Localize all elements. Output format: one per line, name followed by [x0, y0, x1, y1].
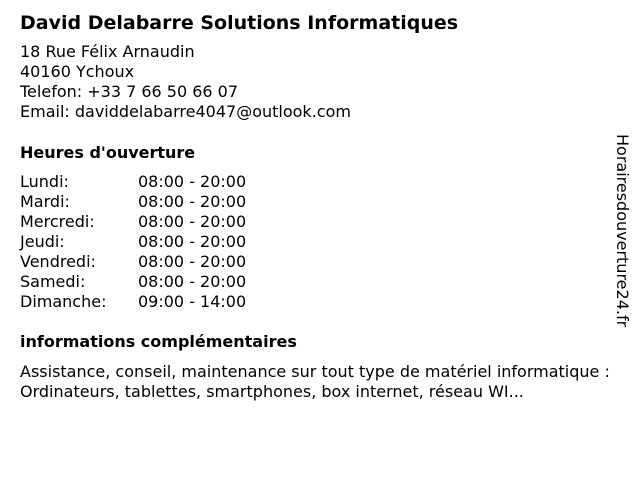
time-range: 09:00 - 14:00: [138, 292, 247, 311]
day-label: Lundi:: [20, 172, 69, 191]
hours-row-sunday: [20, 292, 620, 312]
day-label: Samedi:: [20, 272, 86, 291]
time-range: 08:00 - 20:00: [138, 192, 247, 211]
additional-info-title: informations complémentaires: [20, 332, 297, 351]
time-range: 08:00 - 20:00: [138, 272, 247, 291]
hours-row-saturday: [20, 272, 620, 292]
time-range: 08:00 - 20:00: [138, 232, 247, 251]
address-street: 18 Rue Félix Arnaudin: [20, 42, 195, 61]
opening-hours-title: Heures d'ouverture: [20, 143, 196, 162]
opening-hours-list: [20, 172, 620, 312]
time-range: 08:00 - 20:00: [138, 172, 247, 191]
time-range: 08:00 - 20:00: [138, 212, 247, 231]
hours-row-wednesday: [20, 212, 620, 232]
day-label: Mercredi:: [20, 212, 95, 231]
hours-row-thursday: [20, 232, 620, 252]
time-range: 08:00 - 20:00: [138, 252, 247, 271]
address-city: 40160 Ychoux: [20, 62, 135, 81]
hours-row-friday: [20, 252, 620, 272]
business-card: [20, 10, 620, 402]
email-address: Email: daviddelabarre4047@outlook.com: [20, 102, 351, 121]
day-label: Vendredi:: [20, 252, 96, 271]
business-name: David Delabarre Solutions Informatiques: [20, 12, 459, 34]
site-watermark: Horairesdouverture24.fr: [613, 134, 632, 328]
additional-info-text: Assistance, conseil, maintenance sur tout type de matériel informatique : Ordinateurs, tablettes, smartphones, box internet, réseau WI...: [20, 362, 610, 401]
day-label: Mardi:: [20, 192, 70, 211]
day-label: Dimanche:: [20, 292, 107, 311]
hours-row-monday: [20, 172, 620, 192]
hours-row-tuesday: [20, 192, 620, 212]
phone-number: Telefon: +33 7 66 50 66 07: [20, 82, 239, 101]
day-label: Jeudi:: [20, 232, 65, 251]
